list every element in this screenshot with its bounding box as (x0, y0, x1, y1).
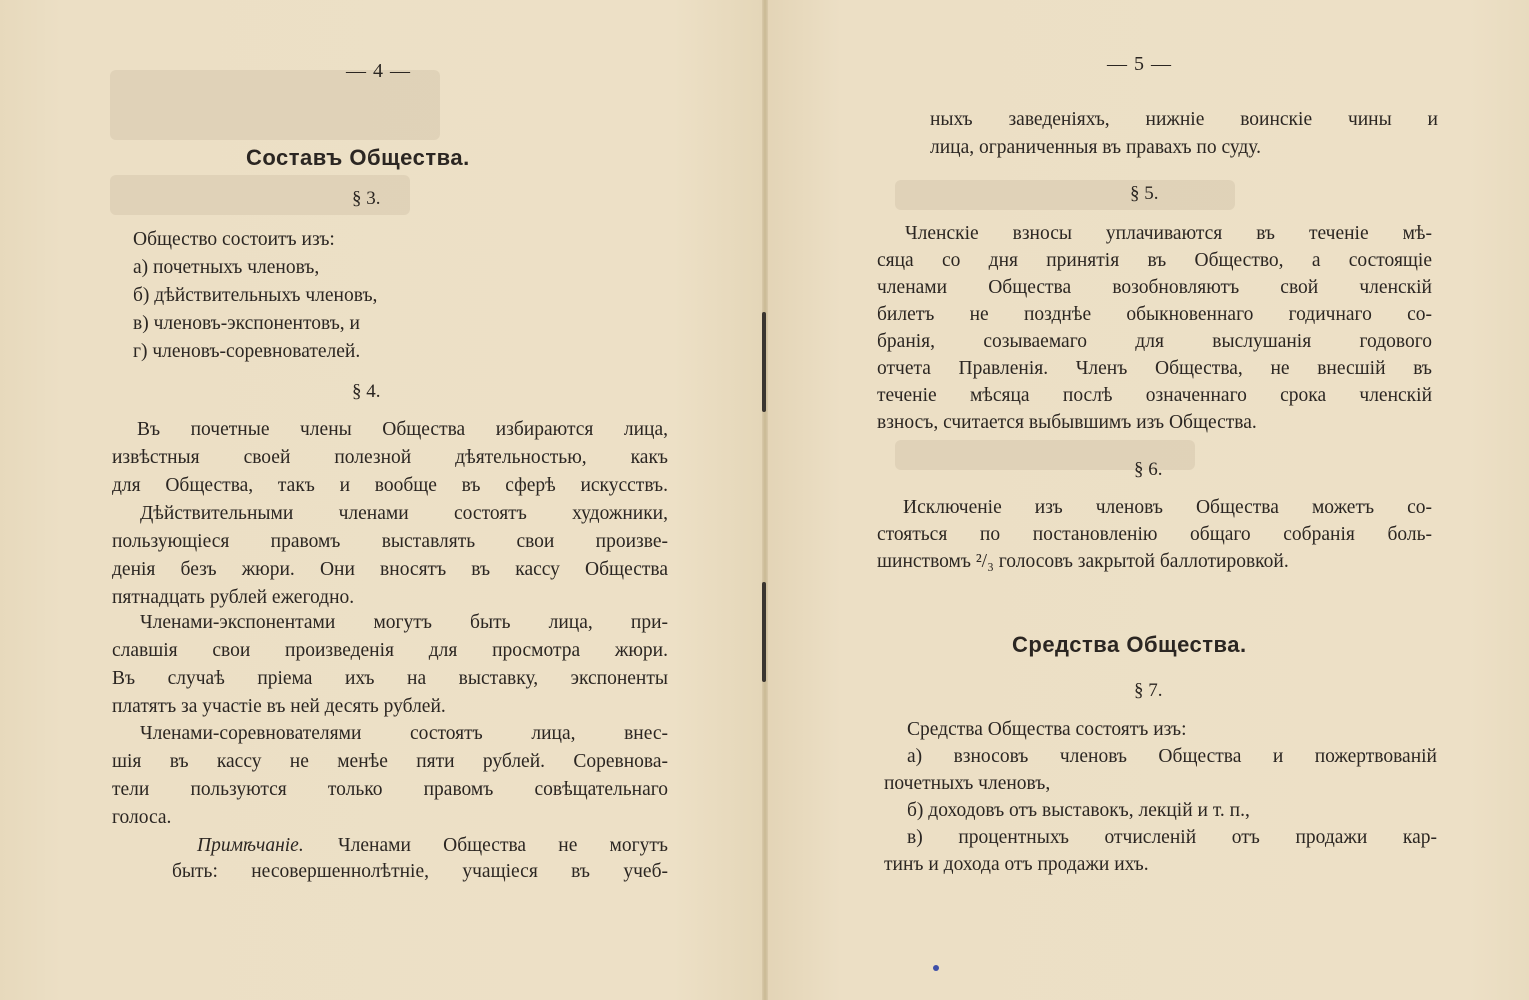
text-line: Членами-экспонентами могутъ быть лица, при- (140, 612, 668, 633)
ink-speck (933, 965, 939, 971)
text-line: для Общества, такъ и вообще въ сферѣ искусствъ. (112, 475, 668, 496)
paragraph-mark: § 7. (1134, 680, 1163, 701)
binding-staple (762, 312, 766, 412)
right-page (765, 0, 1529, 1000)
text-line: теченіе мѣсяца послѣ означеннаго срока членскій (877, 385, 1432, 406)
list-item: а) взносовъ членовъ Общества и пожертвованій (907, 746, 1437, 767)
list-item: почетныхъ членовъ, (884, 773, 1051, 794)
text-line: извѣстныя своей полезной дѣятельностью, какъ (112, 447, 668, 468)
text-line: славшія свои произведенія для просмотра жюри. (112, 640, 668, 661)
text-line: билетъ не позднѣе обыкновеннаго годичнаго со- (877, 304, 1432, 325)
binding-staple (762, 582, 766, 682)
section-heading: Средства Общества. (1012, 632, 1247, 657)
text-line: Въ почетные члены Общества избираются лица, (137, 419, 668, 440)
text-line: пятнадцать рублей ежегодно. (112, 587, 355, 608)
text-line: членами Общества возобновляютъ свой членскій (877, 277, 1432, 298)
paragraph-mark: § 3. (352, 188, 381, 209)
text-line: голоса. (112, 807, 172, 828)
text-line: Средства Общества состоятъ изъ: (907, 719, 1187, 740)
text-line: стояться по постановленію общаго собранія боль- (877, 524, 1432, 545)
text-line: Членами-соревнователями состоятъ лица, внес- (140, 723, 668, 744)
page-number: — 5 — (1107, 53, 1172, 75)
text-line: шинствомъ ²/₃ голосовъ закрытой баллотировкой. (877, 551, 1289, 572)
book-spine (762, 0, 768, 1000)
text-line: пользующіеся правомъ выставлять свои произве- (112, 531, 668, 552)
text-line: взносъ, считается выбывшимъ изъ Общества. (877, 412, 1257, 433)
text-line: платятъ за участіе въ ней десять рублей. (112, 696, 446, 717)
show-through-smudge (895, 180, 1235, 210)
text-line: Членскіе взносы уплачиваются въ теченіе мѣ- (905, 223, 1432, 244)
section-heading: Составъ Общества. (246, 145, 470, 170)
page-number: — 4 — (346, 60, 411, 82)
paragraph-mark: § 5. (1130, 183, 1159, 204)
text-line: ныхъ заведеніяхъ, нижніе воинскіе чины и (930, 109, 1438, 130)
text-line: Общество состоитъ изъ: (133, 229, 335, 250)
text-line: Исключеніе изъ членовъ Общества можетъ со- (903, 497, 1432, 518)
paragraph-mark: § 6. (1134, 459, 1163, 480)
list-item: в) процентныхъ отчисленій отъ продажи кар- (907, 827, 1437, 848)
text-line: денія безъ жюри. Они вносятъ въ кассу Общества (112, 559, 668, 580)
text-line: тели пользуются только правомъ совѣщательнаго (112, 779, 668, 800)
text-line: лица, ограниченныя въ правахъ по суду. (930, 137, 1261, 158)
list-item: а) почетныхъ членовъ, (133, 257, 320, 278)
note-label: Примѣчаніе. (197, 835, 304, 856)
text-line: сяца со дня принятія въ Общество, а состоящіе (877, 250, 1432, 271)
text-line: бранія, созываемаго для выслушанія годового (877, 331, 1432, 352)
list-item: в) членовъ-экспонентовъ, и (133, 313, 360, 334)
list-item: б) доходовъ отъ выставокъ, лекцій и т. п., (907, 800, 1250, 821)
note-text-line: Членами Общества не могутъ (338, 835, 668, 856)
text-line: Дѣйствительными членами состоятъ художники, (140, 503, 668, 524)
text-line: шія въ кассу не менѣе пяти рублей. Соревнова- (112, 751, 668, 772)
list-item: б) дѣйствительныхъ членовъ, (133, 285, 378, 306)
list-item: тинъ и дохода отъ продажи ихъ. (884, 854, 1149, 875)
paragraph-mark: § 4. (352, 381, 381, 402)
text-line: Въ случаѣ пріема ихъ на выставку, экспоненты (112, 668, 668, 689)
text-line: отчета Правленія. Членъ Общества, не внесшій въ (877, 358, 1432, 379)
list-item: г) членовъ-соревнователей. (133, 341, 361, 362)
note-text-line: быть: несовершеннолѣтніе, учащіеся въ учеб- (172, 861, 668, 882)
